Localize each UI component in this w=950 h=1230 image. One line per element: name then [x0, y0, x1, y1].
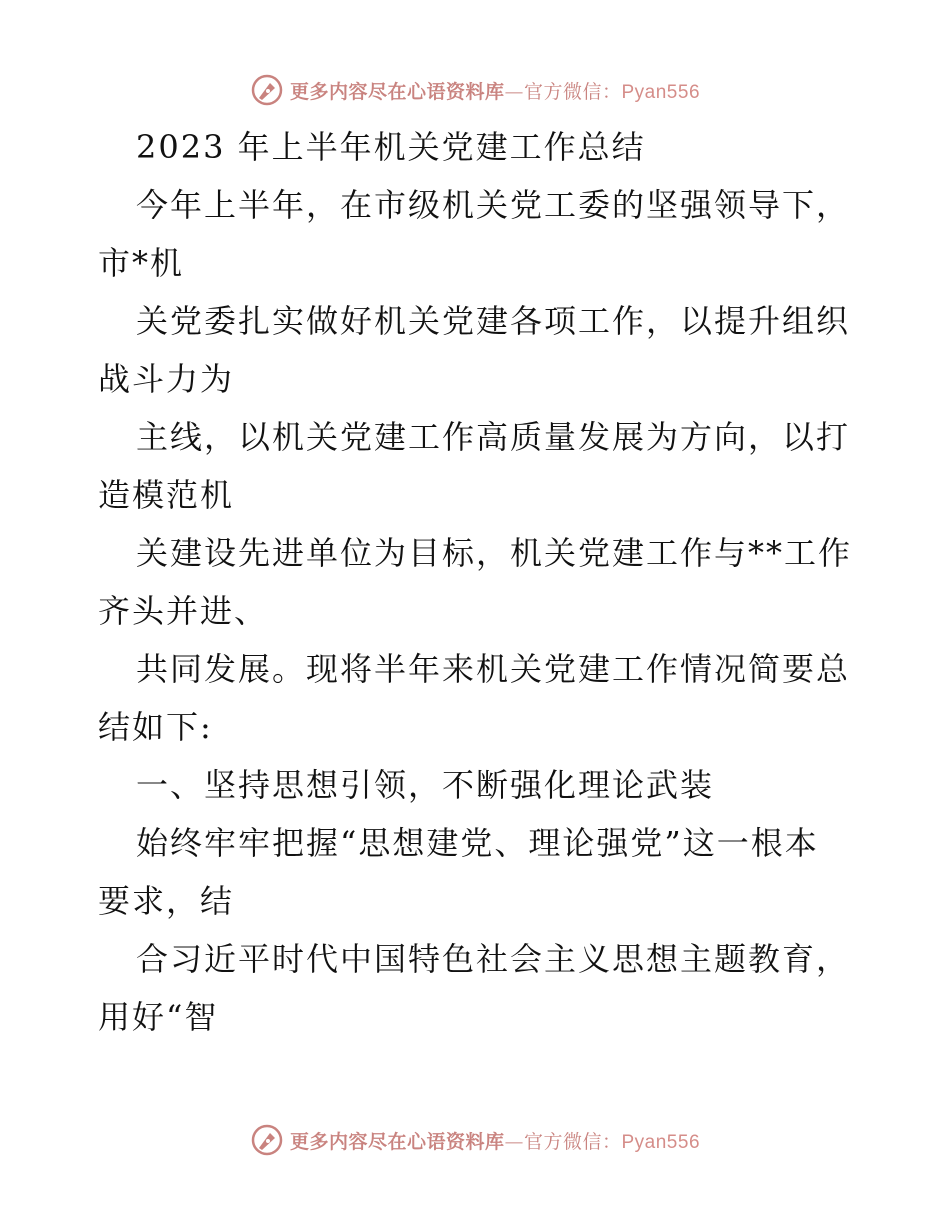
paragraph-line: 要求，结 [98, 882, 235, 920]
watermark-id: Pyan556 [621, 1131, 701, 1153]
watermark-separator: — [504, 80, 524, 103]
paragraph-line: 关党委扎实做好机关党建各项工作，以提升组织 [136, 302, 851, 340]
watermark-label: 官方微信： [523, 1130, 622, 1153]
paragraph-line: 造模范机 [98, 476, 235, 514]
watermark-main-text: 更多内容尽在心语资料库 [289, 80, 505, 103]
paragraph-line: 结如下: [98, 708, 213, 746]
footer-watermark [0, 1120, 950, 1160]
pen-nib-logo-icon [250, 73, 284, 107]
paragraph-line: 主线，以机关党建工作高质量发展为方向，以打 [136, 418, 851, 456]
paragraph-line: 战斗力为 [98, 360, 235, 398]
watermark-label: 官方微信： [523, 80, 622, 103]
pen-nib-logo-icon [250, 1123, 284, 1157]
header-watermark [0, 70, 950, 110]
document-title: 2023 年上半年机关党建工作总结 [136, 128, 646, 166]
paragraph-line: 齐头并进、 [98, 592, 269, 630]
paragraph-line: 始终牢牢把握“思想建党、理论强党”这一根本 [136, 824, 819, 862]
document-body [98, 118, 858, 1046]
watermark-separator: — [504, 1130, 524, 1153]
paragraph-line: 共同发展。现将半年来机关党建工作情况简要总 [136, 650, 851, 688]
watermark-id: Pyan556 [621, 81, 701, 103]
paragraph-line: 今年上半年，在市级机关党工委的坚强领导下， [136, 186, 851, 224]
paragraph-line: 关建设先进单位为目标，机关党建工作与**工作 [136, 534, 853, 572]
paragraph-line: 合习近平时代中国特色社会主义思想主题教育， [136, 940, 851, 978]
section-heading: 一、坚持思想引领，不断强化理论武装 [136, 766, 715, 804]
watermark-main-text: 更多内容尽在心语资料库 [289, 1130, 505, 1153]
paragraph-line: 用好“智 [98, 998, 219, 1036]
paragraph-line: 市*机 [98, 244, 185, 282]
